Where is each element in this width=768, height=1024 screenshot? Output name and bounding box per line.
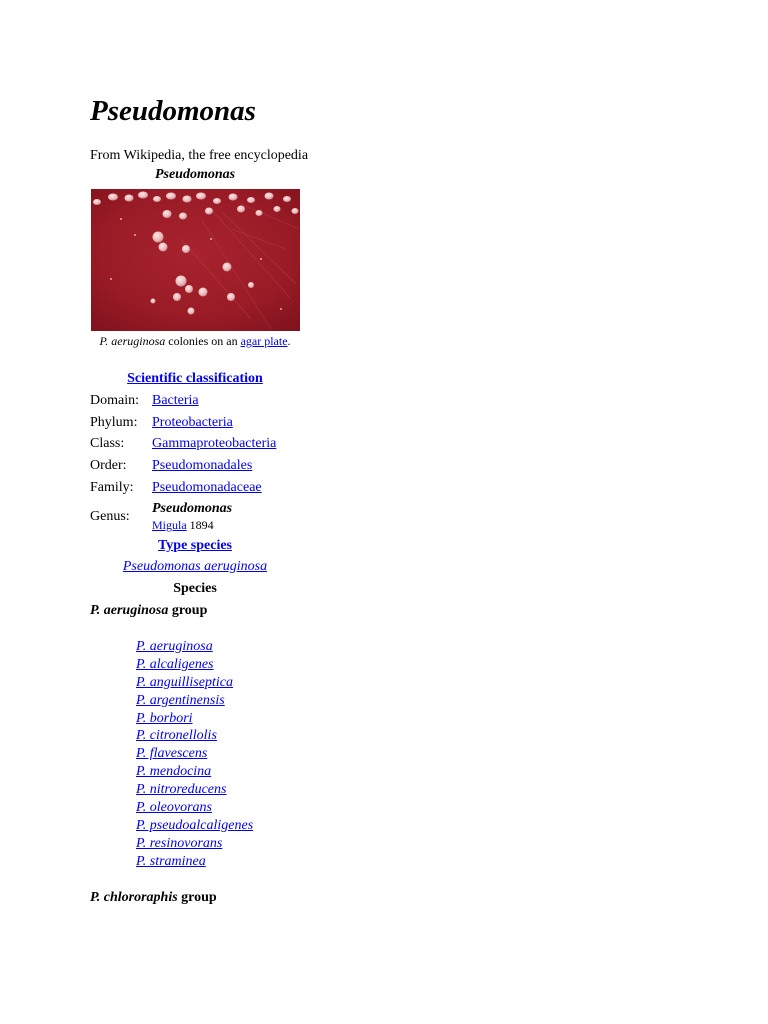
genus-authority <box>152 517 214 533</box>
aeruginosa-group-heading <box>90 602 207 620</box>
list-item <box>136 656 253 674</box>
list-item <box>136 745 253 763</box>
domain-label: Domain: <box>90 393 139 408</box>
domain-link[interactable]: Bacteria <box>152 393 199 408</box>
list-item <box>136 817 253 835</box>
species-link[interactable]: P. pseudoalcaligenes <box>136 817 254 833</box>
species-link[interactable]: P. anguilliseptica <box>136 674 233 690</box>
page-title: Pseudomonas <box>90 95 256 127</box>
class-link[interactable]: Gammaproteobacteria <box>152 436 277 451</box>
aeruginosa-group-species-list <box>136 638 253 871</box>
authority-year: 1894 <box>186 518 214 532</box>
caption-end: . <box>287 334 291 348</box>
order-link[interactable]: Pseudomonadales <box>152 458 253 473</box>
type-species-link[interactable]: Type species <box>157 538 232 553</box>
species-link[interactable]: P. straminea <box>136 853 206 869</box>
genus-label: Genus: <box>90 509 130 524</box>
agar-plate-colonies-image[interactable] <box>91 189 300 331</box>
species-link[interactable]: P. aeruginosa <box>136 639 213 654</box>
list-item <box>136 781 253 799</box>
species-link[interactable]: P. alcaligenes <box>136 656 214 672</box>
list-item <box>136 853 253 871</box>
image-caption <box>96 333 294 349</box>
caption-text: colonies on an <box>165 334 241 348</box>
phylum-label: Phylum: <box>90 415 138 430</box>
group-suffix: group <box>168 603 208 618</box>
species-heading: Species <box>173 581 217 596</box>
species-link[interactable]: P. borbori <box>136 710 193 726</box>
species-link[interactable]: P. nitroreducens <box>136 782 227 798</box>
class-label: Class: <box>90 436 125 451</box>
list-item <box>136 799 253 817</box>
group-name: P. chlororaphis <box>90 890 178 905</box>
list-item <box>136 835 253 853</box>
list-item <box>136 674 253 692</box>
caption-species: P. aeruginosa <box>99 334 166 348</box>
group-suffix: group <box>177 890 217 905</box>
type-species-name[interactable] <box>90 558 300 576</box>
species-link[interactable]: P. flavescens <box>136 746 208 762</box>
species-link[interactable]: P. mendocina <box>136 764 212 780</box>
family-label: Family: <box>90 480 134 495</box>
list-item <box>136 710 253 728</box>
list-item <box>136 763 253 781</box>
group-name: P. aeruginosa <box>90 603 169 618</box>
species-link[interactable]: P. argentinensis <box>136 692 225 708</box>
agar-plate-link[interactable]: agar plate <box>240 334 288 348</box>
scientific-classification-heading[interactable] <box>90 370 300 388</box>
infobox-title: Pseudomonas <box>154 167 236 182</box>
species-link[interactable]: P. citronellolis <box>136 728 217 744</box>
scientific-classification-link[interactable]: Scientific classification <box>127 371 263 386</box>
migula-link[interactable]: Migula <box>152 518 187 532</box>
species-link[interactable]: P. resinovorans <box>136 835 223 851</box>
list-item <box>136 727 253 745</box>
list-item <box>136 638 253 656</box>
genus-name: Pseudomonas <box>152 501 233 516</box>
pseudomonas-aeruginosa-link[interactable]: Pseudomonas aeruginosa <box>122 559 268 574</box>
tagline: From Wikipedia, the free encyclopedia <box>90 148 309 163</box>
type-species-heading[interactable] <box>90 537 300 555</box>
species-link[interactable]: P. oleovorans <box>136 800 212 816</box>
order-label: Order: <box>90 458 127 473</box>
family-link[interactable]: Pseudomonadaceae <box>152 480 262 495</box>
list-item <box>136 692 253 710</box>
phylum-link[interactable]: Proteobacteria <box>152 415 233 430</box>
chlororaphis-group-heading <box>90 889 217 907</box>
